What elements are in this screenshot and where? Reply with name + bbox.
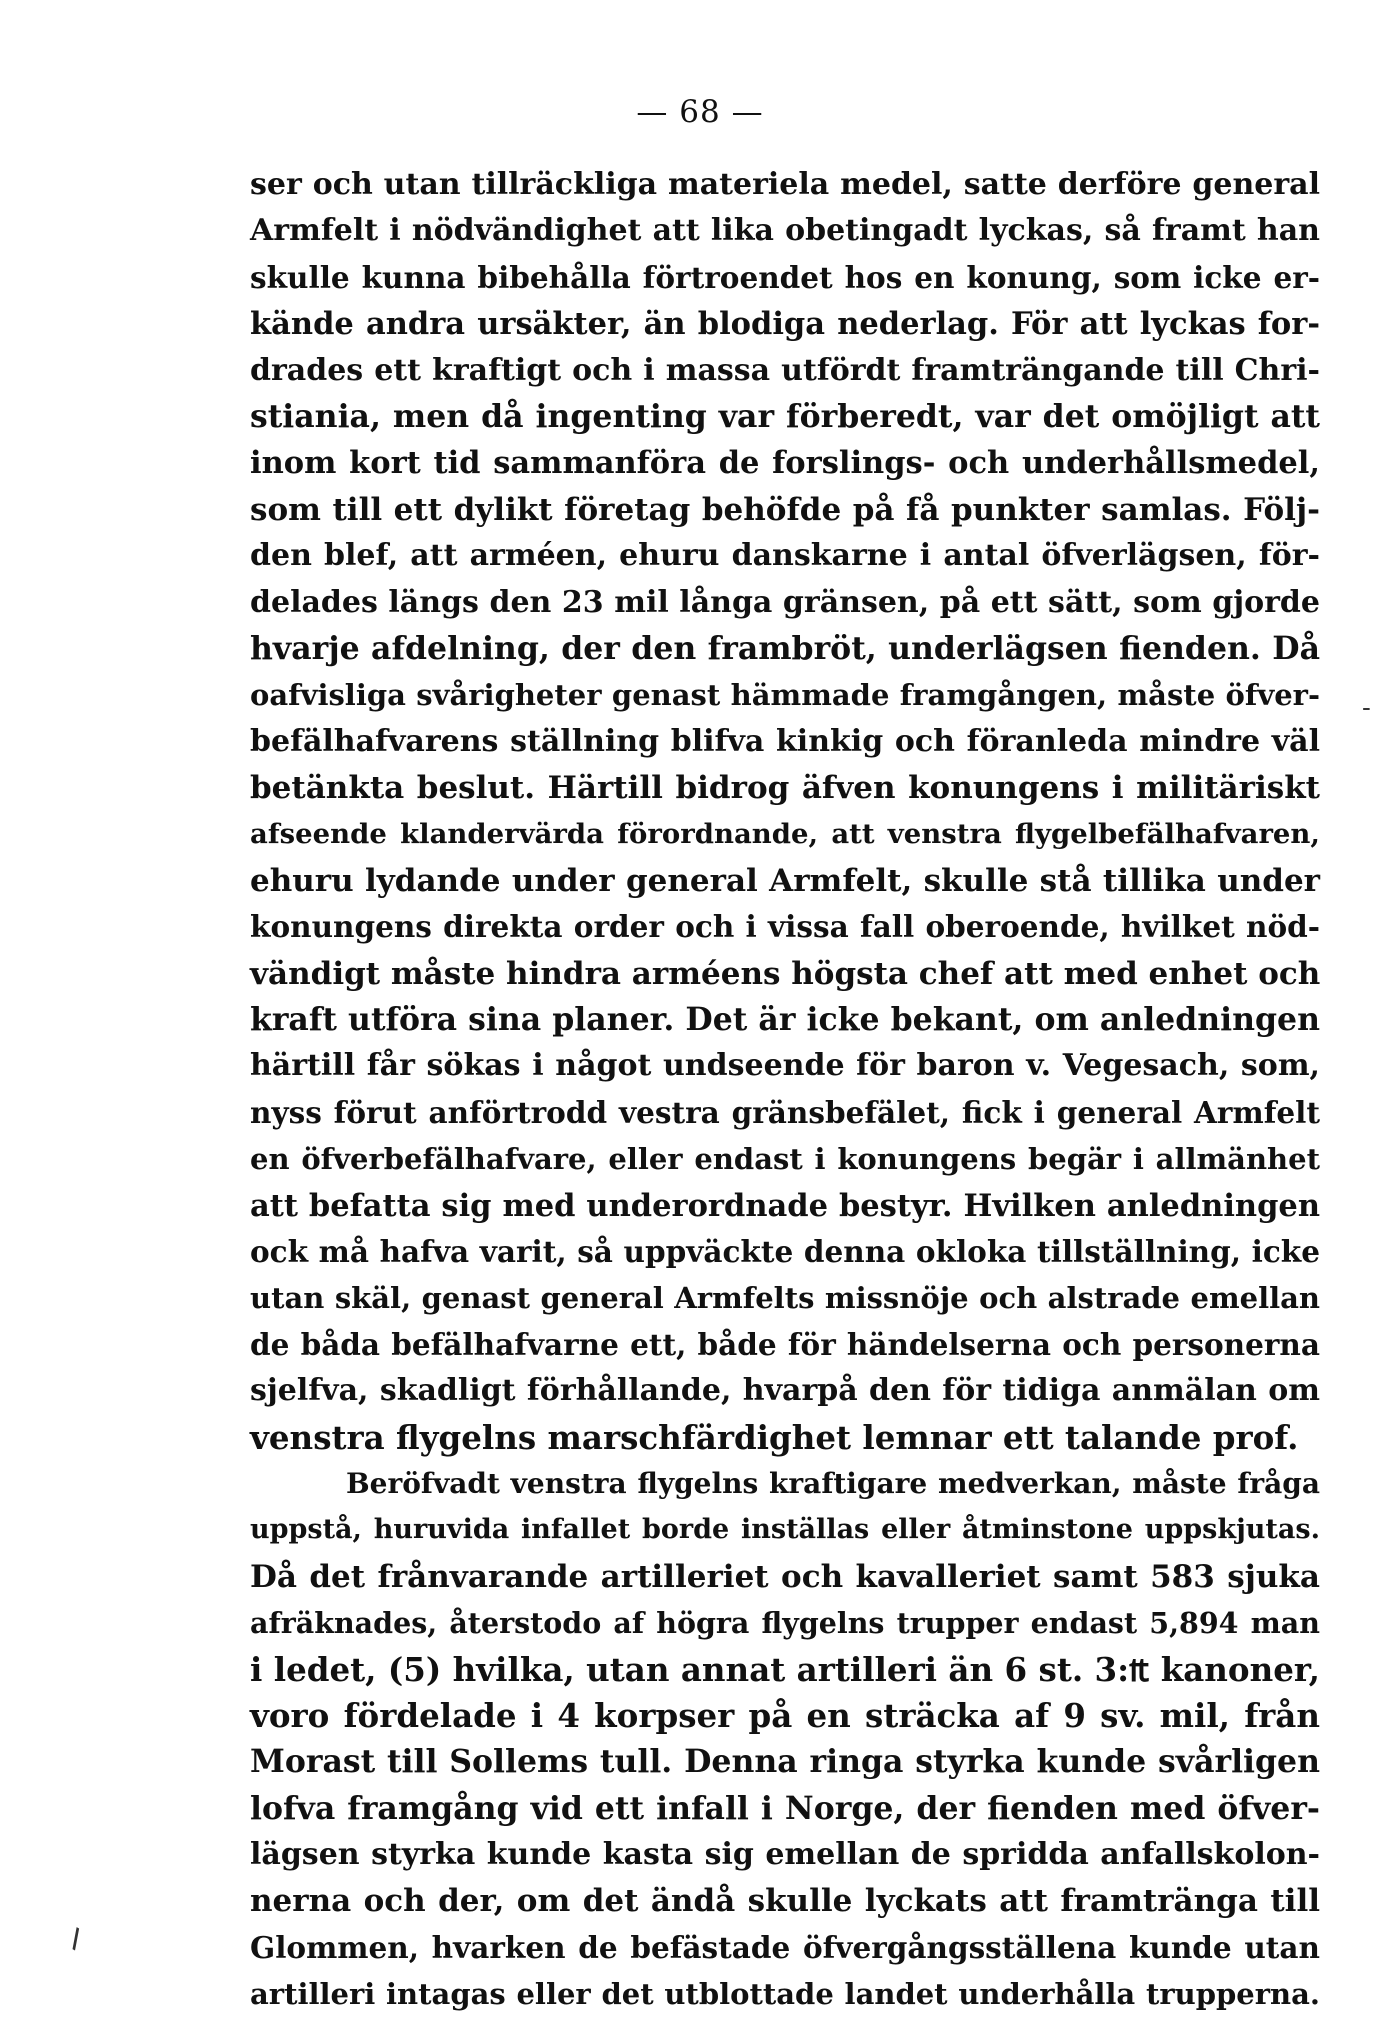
- text-line: afseende klandervärda förordnande, att venstra flygelbefälhafvaren,: [250, 818, 1320, 851]
- text-line: delades längs den 23 mil långa gränsen, på ett sätt, som gjorde: [250, 584, 1320, 620]
- text-line: de båda befälhafvarne ett, både för händelserna och personerna: [250, 1326, 1320, 1362]
- text-line: utan skäl, genast general Armfelts missnöje och alstrade emellan: [250, 1281, 1320, 1316]
- text-line: befälhafvarens ställning blifva kinkig och föranleda mindre väl: [250, 723, 1320, 759]
- text-line: i ledet, (5) hvilka, utan annat artilleri än 6 st. 3:₶ kanoner,: [250, 1649, 1320, 1689]
- text-line: ehuru lydande under general Armfelt, skulle stå tillika under: [250, 862, 1320, 899]
- text-line: att befatta sig med underordnade bestyr. Hvilken anledningen: [250, 1187, 1320, 1224]
- text-line: stiania, men då ingenting var förberedt, var det omöjligt att: [250, 397, 1320, 435]
- text-line: Morast till Sollems tull. Denna ringa styrka kunde svårligen: [250, 1743, 1320, 1781]
- text-line: den blef, att arméen, ehuru danskarne i antal öfverlägsen, för-: [250, 538, 1320, 574]
- text-line: uppstå, huruvida infallet borde inställas eller åtminstone uppskjutas.: [250, 1514, 1320, 1546]
- paragraph-1: [250, 162, 1320, 1461]
- text-line: ock må hafva varit, så uppväckte denna okloka tillställning, icke: [250, 1233, 1320, 1269]
- text-line: som till ett dylikt företag behöfde på få punkter samlas. Följ-: [250, 491, 1320, 528]
- text-line: konungens direkta order och i vissa fall oberoende, hvilket nöd-: [250, 909, 1320, 945]
- margin-tick-mark: \: [64, 1923, 87, 1955]
- text-line: nyss förut anförtrodd vestra gränsbefälet, fick i general Armfelt: [250, 1094, 1320, 1130]
- text-line: en öfverbefälhafvare, eller endast i konungens begär i allmänhet: [250, 1142, 1320, 1177]
- text-line: vändigt måste hindra arméens högsta chef att med enhet och: [250, 955, 1321, 992]
- text-line: venstra flygelns marschfärdighet lemnar ett talande prof.: [250, 1417, 1299, 1457]
- text-line: lägsen styrka kunde kasta sig emellan de spridda anfallskolon-: [250, 1837, 1320, 1873]
- text-line: Glommen, hvarken de befästade öfvergångsställena kunde utan: [250, 1929, 1320, 1965]
- text-line: drades ett kraftigt och i massa utfördt framträngande till Chri-: [250, 352, 1320, 388]
- text-line: kände andra ursäkter, än blodiga nederlag. För att lyckas for-: [250, 306, 1320, 343]
- text-line: voro fördelade i 4 korpser på en sträcka af 9 sv. mil, från: [250, 1695, 1320, 1735]
- page-number: — 68 —: [636, 94, 764, 130]
- text-line: Beröfvadt venstra flygelns kraftigare medverkan, måste fråga: [346, 1466, 1320, 1500]
- text-line: Då det frånvarande artilleriet och kavalleriet samt 583 sjuka: [250, 1558, 1320, 1595]
- text-line: inom kort tid sammanföra de forslings- och underhållsmedel,: [250, 445, 1320, 482]
- text-line: ser och utan tillräckliga materiela medel, satte derföre general: [250, 167, 1320, 202]
- margin-dash-mark: -: [1362, 693, 1371, 723]
- text-line: betänkta beslut. Härtill bidrog äfven konungens i militäriskt: [250, 770, 1320, 807]
- text-line: kraft utföra sina planer. Det är icke bekant, om anledningen: [250, 1001, 1320, 1039]
- text-line: artilleri intagas eller det utblottade landet underhålla trupperna.: [250, 1977, 1320, 2012]
- text-line: nerna och der, om det ändå skulle lyckats att framtränga till: [250, 1883, 1320, 1920]
- text-line: härtill får sökas i något undseende för baron v. Vegesach, som,: [250, 1048, 1320, 1084]
- text-line: afräknades, återstodo af högra flygelns trupper endast 5,894 man: [250, 1606, 1320, 1641]
- paragraph-2: [250, 1461, 1320, 2018]
- text-line: hvarje afdelning, der den frambröt, underlägsen fienden. Då: [250, 629, 1320, 667]
- text-line: oafvisliga svårigheter genast hämmade framgången, måste öfver-: [250, 678, 1320, 713]
- text-line: skulle kunna bibehålla förtroendet hos en konung, som icke er-: [250, 259, 1320, 295]
- text-line: lofva framgång vid ett infall i Norge, der fienden med öfver-: [250, 1789, 1320, 1827]
- body-text: [250, 162, 1320, 2018]
- text-line: sjelfva, skadligt förhållande, hvarpå den för tidiga anmälan om: [250, 1373, 1320, 1409]
- text-line: Armfelt i nödvändighet att lika obetingadt lyckas, så framt han: [250, 213, 1320, 249]
